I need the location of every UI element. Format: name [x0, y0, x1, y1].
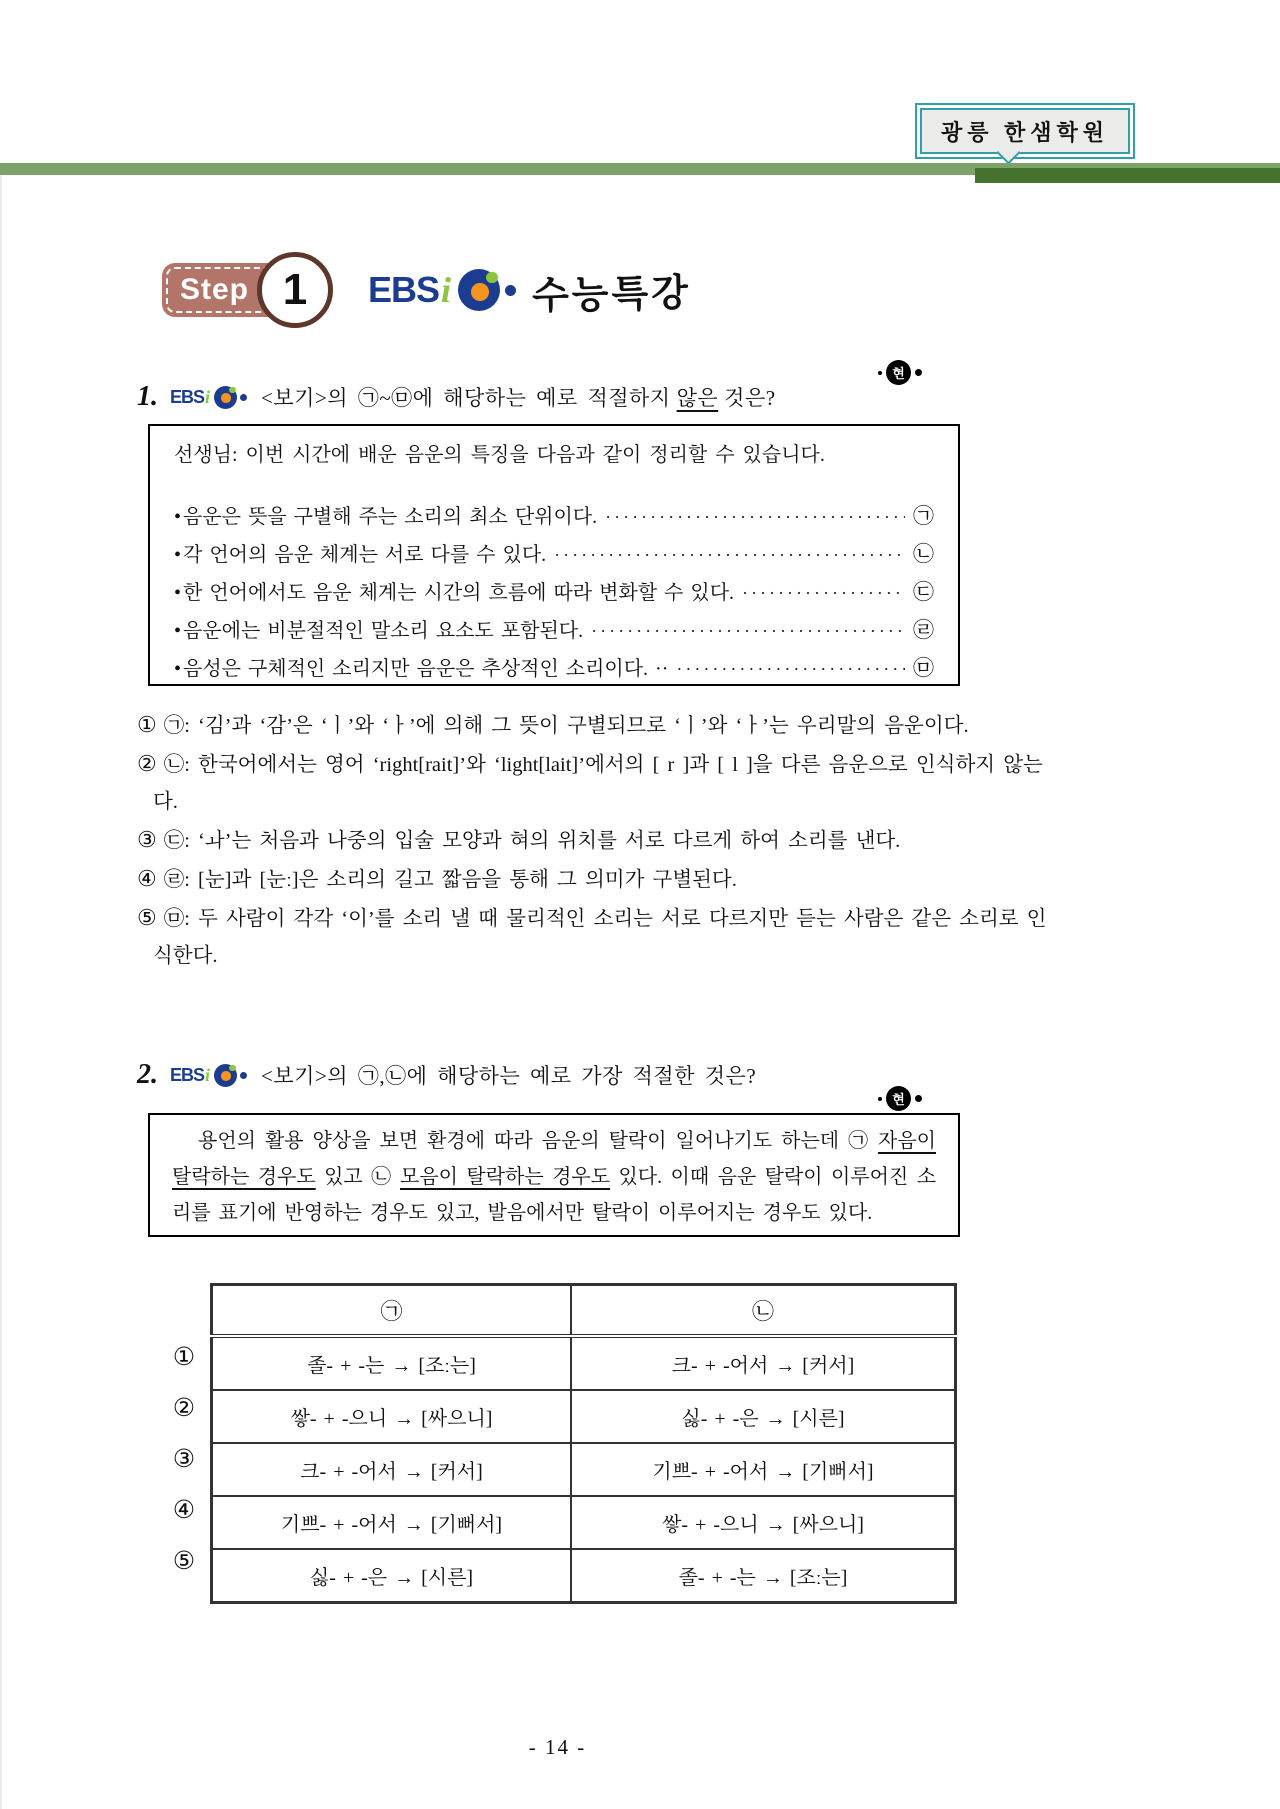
row-number: ⑤ — [172, 1548, 196, 1575]
choice-number: ③ — [137, 827, 157, 852]
prompt-underlined-word: 않은 — [676, 386, 719, 410]
column-header: ㉠ — [212, 1285, 572, 1337]
table-cell: 쌓- + -으니 → [싸으니] — [212, 1390, 572, 1443]
answer-choice — [137, 860, 1049, 899]
answer-choice — [137, 821, 1049, 860]
ebs-logo-i: i — [205, 1064, 211, 1085]
question-2-header — [137, 1057, 756, 1093]
ebsi-circle-icon — [214, 1064, 237, 1087]
choice-text: ㉤: 두 사람이 각각 ‘이’를 소리 낼 때 물리적인 소리는 서로 다르지만 듣는 사람은 같은 소리로 인식한다. — [153, 908, 1047, 967]
table-row — [212, 1496, 956, 1549]
question-number: 1. — [137, 381, 158, 412]
box-text-segment: 자음이 탈락하는 경우도 — [172, 1130, 937, 1188]
example-box-2 — [148, 1113, 960, 1237]
bullet-dot: • — [174, 582, 182, 604]
prompt-text: 것은? — [724, 386, 776, 410]
example-box-1 — [148, 424, 960, 686]
choice-number: ② — [137, 751, 157, 776]
ebsi-circle-icon — [458, 269, 500, 311]
ebs-logo-text: EBS — [368, 269, 440, 310]
ebs-logo-text: EBS — [170, 1064, 205, 1085]
box-text-segment: 용언의 활용 양상을 보면 환경에 따라 음운의 탈락이 일어나기도 하는데 ㉠ — [198, 1130, 870, 1152]
feature-list — [174, 498, 934, 688]
answer-choice — [137, 899, 1049, 975]
ebsi-logo-small — [170, 1064, 247, 1087]
answer-table-area — [158, 1283, 957, 1604]
step-number-circle — [257, 252, 333, 328]
feature-item — [174, 498, 934, 536]
row-number: ① — [172, 1344, 196, 1371]
feature-item — [174, 612, 934, 650]
choice-number: ① — [137, 712, 157, 737]
dot-leader — [676, 651, 905, 688]
row-number: ③ — [172, 1446, 196, 1473]
ebsi-dot-icon — [505, 285, 516, 296]
table-cell: 싫- + -은 → [시른] — [212, 1549, 572, 1603]
ebs-logo-i: i — [441, 270, 452, 310]
hyun-stamp-label: 현 — [886, 360, 911, 385]
feature-text: 음성은 구체적인 소리지만 음운은 추상적인 소리이다. ·· — [183, 658, 669, 680]
ebsi-circle-icon — [214, 386, 237, 409]
feature-text: 음운은 뜻을 구별해 주는 소리의 최소 단위이다. — [183, 506, 598, 528]
ebs-logo-i: i — [205, 386, 211, 407]
bullet-dot: • — [174, 506, 182, 528]
prompt-text: <보기>의 ㉠~㉤에 해당하는 예로 적절하지 — [261, 386, 671, 410]
question-number: 2. — [137, 1059, 158, 1090]
bullet-dot: • — [174, 544, 182, 566]
row-number: ④ — [172, 1497, 196, 1524]
stamp-dot-icon — [915, 1095, 922, 1102]
feature-item — [174, 574, 934, 612]
table-row — [212, 1443, 956, 1496]
table-row — [212, 1390, 956, 1443]
example-table — [210, 1283, 957, 1604]
bullet-dot: • — [174, 658, 182, 680]
table-cell: 기쁘- + -어서 → [기뻐서] — [571, 1443, 956, 1496]
step-label: Step — [180, 273, 250, 306]
table-cell: 졸- + -는 → [조ː는] — [571, 1549, 956, 1603]
hyun-stamp-icon — [878, 360, 922, 385]
choice-text: ㉢: ‘ㅘ’는 처음과 나중의 입술 모양과 혀의 위치를 서로 다르게 하여 소리를 낸다. — [163, 830, 901, 852]
dot-leader — [605, 499, 905, 536]
step-badge — [162, 263, 328, 317]
column-header: ㉡ — [571, 1285, 956, 1337]
table-row — [212, 1549, 956, 1603]
table-row — [212, 1336, 956, 1390]
box-text-segment: 모음이 탈락하는 경우도 — [400, 1166, 611, 1188]
table-cell: 쌓- + -으니 → [싸으니] — [571, 1496, 956, 1549]
question-1-header — [137, 379, 776, 415]
hyun-stamp-icon — [878, 1086, 922, 1111]
scan-edge-artifact — [0, 175, 2, 1809]
stamp-dot-icon — [915, 369, 922, 376]
hyun-stamp-label: 현 — [886, 1086, 911, 1111]
box-text-segment: 있고 ㉡ — [324, 1166, 392, 1188]
table-cell: 크- + -어서 → [커서] — [571, 1336, 956, 1390]
feature-text: 각 언어의 음운 체계는 서로 다를 수 있다. — [183, 544, 547, 566]
page-number: - 14 - — [528, 1735, 587, 1759]
choice-text: ㉣: [눈]과 [눈ː]은 소리의 길고 짧음을 통해 그 의미가 구별된다. — [163, 869, 737, 891]
ebsi-dot-icon — [240, 394, 247, 401]
choice-number: ④ — [137, 866, 157, 891]
choice-number: ⑤ — [137, 905, 157, 930]
feature-item — [174, 536, 934, 574]
box-paragraph — [172, 1123, 936, 1231]
course-title: 수능특강 — [531, 271, 692, 318]
feature-item — [174, 650, 934, 688]
box-text-segment: 있다. 이때 음운 탈락이 이루어진 소리를 표기에 반영하는 경우도 있고, 발음에서만 탈락이 이루어지는 경우도 있다. — [172, 1166, 937, 1224]
table-cell: 크- + -어서 → [커서] — [212, 1443, 572, 1496]
dot-leader — [742, 575, 905, 612]
ebsi-logo-small — [170, 386, 247, 409]
table-cell: 싫- + -은 → [시른] — [571, 1390, 956, 1443]
table-cell: 졸- + -는 → [조ː는] — [212, 1336, 572, 1390]
ebsi-logo — [368, 269, 516, 311]
question-prompt: <보기>의 ㉠,㉡에 해당하는 예로 가장 적절한 것은? — [261, 1064, 757, 1088]
item-mark: ㉤ — [913, 656, 934, 680]
dot-leader — [554, 537, 905, 574]
choice-text: ㉡: 한국어에서는 영어 ‘right[rait]’와 ‘light[lait]’에서의 [ r ]과 [ l ]을 다른 음운으로 인식하지 않는다. — [153, 754, 1043, 813]
box-intro-line: 선생님: 이번 시간에 배운 음운의 특징을 다음과 같이 정리할 수 있습니다. — [174, 444, 825, 466]
ebsi-dot-icon — [240, 1072, 247, 1079]
bullet-dot: • — [174, 620, 182, 642]
green-divider-dark — [975, 168, 1280, 183]
row-number-column — [158, 1283, 210, 1604]
question-prompt — [261, 382, 776, 412]
row-number: ② — [172, 1395, 196, 1422]
item-mark: ㉣ — [913, 618, 934, 642]
ebs-logo-text: EBS — [170, 386, 205, 407]
answer-choice — [137, 745, 1049, 821]
item-mark: ㉢ — [913, 580, 934, 604]
item-mark: ㉡ — [913, 542, 934, 566]
item-mark: ㉠ — [913, 504, 934, 528]
feature-text: 한 언어에서도 음운 체계는 시간의 흐름에 따라 변화할 수 있다. — [183, 582, 735, 604]
feature-text: 음운에는 비분절적인 말소리 요소도 포함된다. — [183, 620, 584, 642]
table-cell: 기쁘- + -어서 → [기뻐서] — [212, 1496, 572, 1549]
step-header — [162, 248, 691, 332]
question-1-choices — [137, 706, 1049, 975]
academy-stamp-box — [920, 108, 1130, 154]
academy-label: 광릉 한샘학원 — [940, 119, 1109, 145]
step-number: 1 — [282, 265, 308, 314]
choice-text: ㉠: ‘김’과 ‘감’은 ‘ㅣ’와 ‘ㅏ’에 의해 그 뜻이 구별되므로 ‘ㅣ’와 ‘ㅏ’는 우리말의 음운이다. — [163, 715, 969, 737]
answer-choice — [137, 706, 1049, 745]
table-header-row — [212, 1285, 956, 1337]
dot-leader — [591, 613, 905, 650]
